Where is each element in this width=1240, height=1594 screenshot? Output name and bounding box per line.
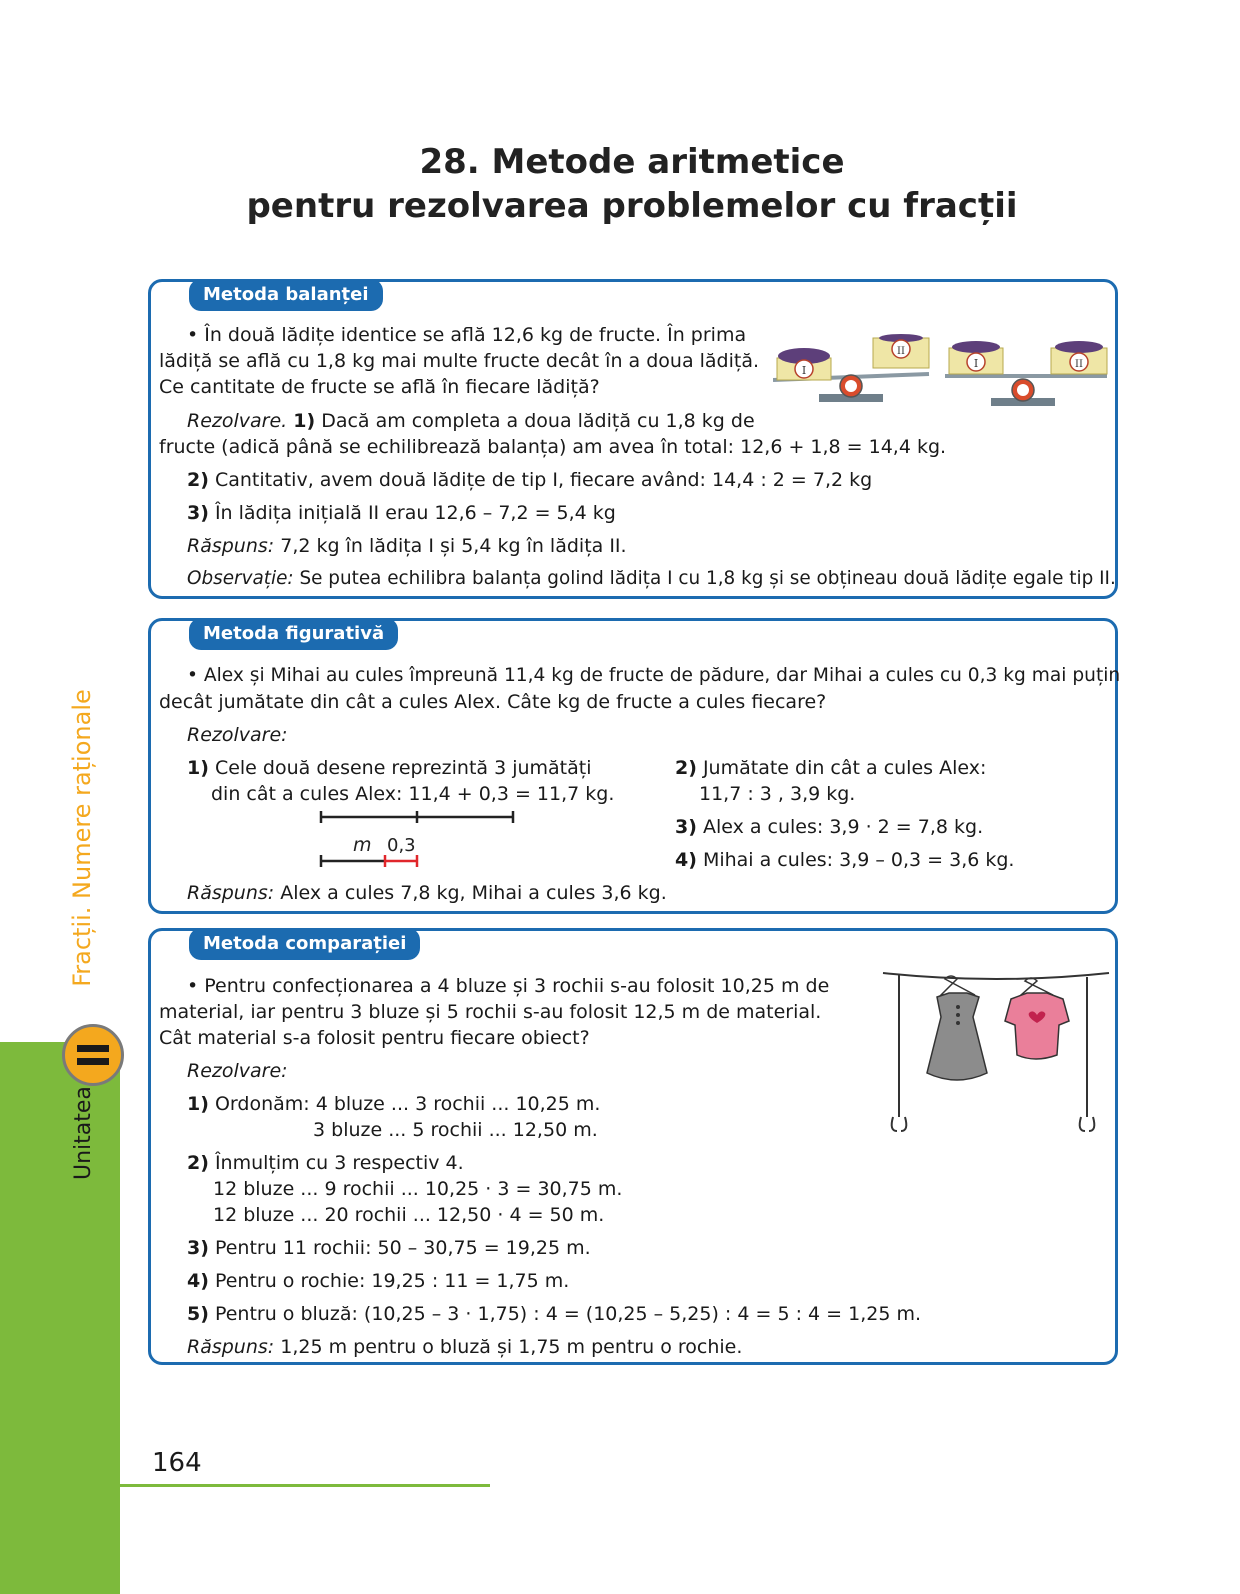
page-number-rule — [120, 1484, 490, 1487]
figurative-solution-label: Rezolvare: — [187, 724, 288, 746]
comparison-method-box — [148, 928, 1118, 1365]
title-line-1: 28. Metode aritmetice — [419, 142, 845, 182]
balance-scales-illustration — [773, 334, 1113, 424]
observation-text: Se putea echilibra balanța golind lădița I cu 1,8 kg și se obțineau două lădițe egale tip II. — [293, 568, 1116, 589]
page-title — [0, 140, 1240, 228]
figurative-line-2: decât jumătate din cât a cules Alex. Câte kg de fructe a cules fiecare? — [159, 691, 827, 713]
unit-word: Unitatea — [71, 1086, 96, 1180]
answer-label: Răspuns: — [187, 882, 275, 904]
balance-line-1: • În două lădițe identice se află 12,6 kg de fructe. În prima — [187, 324, 747, 346]
comparison-step-1 — [187, 1091, 600, 1117]
page-number: 164 — [152, 1448, 202, 1478]
answer-text: Alex a cules 7,8 kg, Mihai a cules 3,6 kg. — [274, 882, 667, 904]
crate-label: I — [801, 364, 807, 377]
step-text: Pentru 11 rochii: 50 – 30,75 = 19,25 m. — [208, 1237, 591, 1259]
alex-segment — [321, 811, 513, 823]
figurative-answer — [187, 880, 667, 906]
step-text: Alex a cules: 3,9 · 2 = 7,8 kg. — [696, 816, 984, 838]
extra-label: 0,3 — [387, 835, 416, 856]
balance-answer — [187, 533, 627, 559]
clothes-rack-illustration — [879, 965, 1115, 1143]
step-number: 2) — [187, 1152, 209, 1174]
balance-step-2 — [187, 467, 872, 493]
step-number: 1) — [187, 757, 209, 779]
mihai-segment — [321, 855, 417, 867]
unit-number-icon — [65, 1027, 121, 1083]
answer-text: 1,25 m pentru o bluză și 1,75 m pentru o rochie. — [274, 1336, 743, 1358]
step-number: 1) — [187, 1093, 209, 1115]
balance-step-3 — [187, 500, 616, 526]
answer-text: 7,2 kg în lădița I și 5,4 kg în lădița II. — [274, 535, 627, 557]
balance-solution-line — [187, 408, 755, 434]
comparison-step-2-line-b: 12 bluze ... 20 rochii ... 12,50 · 4 = 50 m. — [213, 1204, 605, 1226]
scale-right-illustration — [945, 341, 1107, 406]
step-number: 4) — [675, 849, 697, 871]
figurative-line-1: • Alex și Mihai au cules împreună 11,4 kg de fructe de pădure, dar Mihai a cules cu 0,3 kg mai puțin — [187, 665, 1121, 686]
comparison-solution-label: Rezolvare: — [187, 1060, 288, 1082]
figurative-step-3 — [675, 814, 983, 840]
comparison-step-2 — [187, 1150, 464, 1176]
comparison-answer — [187, 1334, 742, 1360]
balance-line-2: lădiță se află cu 1,8 kg mai multe fructe decât în a doua lădiță. — [159, 350, 760, 372]
balance-line-5: fructe (adică până se echilibrează balanța) am avea în total: 12,6 + 1,8 = 14,4 kg. — [159, 436, 947, 458]
step-text: Cantitativ, avem două lădițe de tip I, fiecare având: 14,4 : 2 = 7,2 kg — [208, 469, 873, 491]
comparison-line-1: • Pentru confecționarea a 4 bluze și 3 rochii s-au folosit 10,25 m de — [187, 975, 830, 997]
comparison-line-3: Cât material s-a folosit pentru fiecare obiect? — [159, 1027, 590, 1049]
balance-line-3: Ce cantitate de fructe se află în fiecare lădiță? — [159, 376, 600, 398]
solution-label: Rezolvare. — [187, 410, 288, 432]
observation-label: Observație: — [187, 568, 294, 589]
step-text: Cele două desene reprezintă 3 jumătăți — [208, 757, 592, 779]
gray-dress-icon — [927, 976, 987, 1080]
comparison-step-5 — [187, 1301, 921, 1327]
unit-sidebar-text — [62, 689, 104, 1180]
figurative-step-1 — [187, 755, 592, 781]
comparison-step-4 — [187, 1268, 569, 1294]
balance-method-box — [148, 279, 1118, 599]
step-number: 1) — [293, 410, 316, 432]
step-text: Mihai a cules: 3,9 – 0,3 = 3,6 kg. — [696, 849, 1015, 871]
m-label: m — [353, 834, 372, 856]
step-number: 3) — [187, 1237, 209, 1259]
answer-label: Răspuns: — [187, 1336, 275, 1358]
crate-label: II — [897, 346, 905, 357]
comparison-method-tag: Metoda comparației — [189, 928, 420, 960]
step-number: 5) — [187, 1303, 209, 1325]
figurative-method-tag: Metoda figurativă — [189, 618, 398, 650]
unit-number-badge — [62, 1024, 124, 1086]
segment-diagram — [315, 807, 525, 869]
title-line-2: pentru rezolvarea problemelor cu fracții — [246, 186, 1018, 226]
step-number: 2) — [675, 757, 697, 779]
scale-left-illustration — [773, 334, 929, 402]
step-text: Pentru o rochie: 19,25 : 11 = 1,75 m. — [208, 1270, 570, 1292]
figurative-step-4 — [675, 847, 1014, 873]
step-text: Înmulțim cu 3 respectiv 4. — [208, 1152, 464, 1174]
step-text: Pentru o bluză: (10,25 – 3 · 1,75) : 4 = (10,25 – 5,25) : 4 = 5 : 4 = 1,25 m. — [208, 1303, 921, 1325]
balance-observation — [187, 566, 1116, 592]
step-number: 3) — [675, 816, 697, 838]
step-text: Dacă am completa a doua lădiță cu 1,8 kg de — [315, 410, 755, 432]
figurative-step-2-cont: 11,7 : 3 , 3,9 kg. — [699, 783, 856, 805]
pink-blouse-icon — [1005, 978, 1069, 1059]
answer-label: Răspuns: — [187, 535, 275, 557]
step-number: 4) — [187, 1270, 209, 1292]
crate-label: I — [973, 357, 979, 370]
comparison-step-3 — [187, 1235, 591, 1261]
step-number: 3) — [187, 502, 209, 524]
figurative-step-1-cont: din cât a cules Alex: 11,4 + 0,3 = 11,7 kg. — [211, 783, 615, 805]
comparison-step-2-line-a: 12 bluze ... 9 rochii ... 10,25 · 3 = 30,75 m. — [213, 1178, 623, 1200]
comparison-step-1-cont: 3 bluze ... 5 rochii ... 12,50 m. — [313, 1119, 598, 1141]
figurative-method-box — [148, 618, 1121, 914]
step-text: În lădița inițială II erau 12,6 – 7,2 = 5,4 kg — [208, 502, 616, 524]
comparison-line-2: material, iar pentru 3 bluze și 5 rochii s-au folosit 12,5 m de material. — [159, 1001, 822, 1023]
figurative-step-2 — [675, 755, 986, 781]
step-text: Ordonăm: 4 bluze ... 3 rochii ... 10,25 m. — [208, 1093, 601, 1115]
step-text: Jumătate din cât a cules Alex: — [696, 757, 987, 779]
chapter-title: Fracții. Numere raționale — [68, 689, 96, 987]
balance-method-tag: Metoda balanței — [189, 279, 383, 311]
step-number: 2) — [187, 469, 209, 491]
crate-label: II — [1075, 359, 1083, 370]
